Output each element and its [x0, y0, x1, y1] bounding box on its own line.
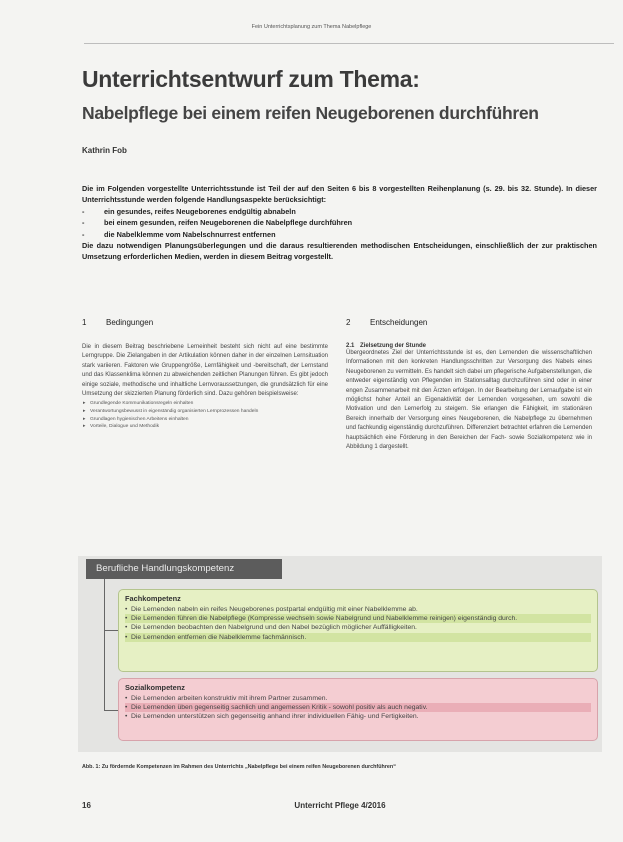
bullet-icon: •	[125, 704, 128, 712]
running-head: Fein Unterrichtsplanung zum Thema Nabelpflege	[251, 24, 372, 30]
arrow-icon: ▸	[83, 409, 86, 415]
section-heading-bedingungen	[82, 318, 328, 327]
sozialkompetenz-list	[125, 694, 591, 722]
list-item-text: Die Lernenden beobachten den Nabelgrund und den Nabel bezüglich möglicher Auffälligkeiten.	[131, 624, 417, 632]
dash-icon: -	[82, 218, 85, 228]
list-item	[125, 703, 591, 712]
dash-icon: -	[82, 206, 85, 216]
list-item-text: Die Lernenden arbeiten konstruktiv mit ihrem Partner zusammen.	[131, 695, 328, 702]
sozialkompetenz-title: Sozialkompetenz	[125, 683, 185, 692]
section-title: Bedingungen	[106, 318, 154, 327]
section-number: 1	[82, 318, 87, 327]
list-item	[125, 633, 591, 642]
list-item	[125, 712, 591, 721]
list-item	[82, 408, 328, 416]
column-left	[82, 318, 328, 431]
intro-list-item	[82, 229, 597, 240]
intro-item-text: die Nabelklemme vom Nabelschnurrest entfernen	[104, 229, 276, 239]
list-item	[82, 400, 328, 408]
figure-label: Berufliche Handlungskompetenz	[86, 559, 282, 579]
figure-caption: Abb. 1: Zu fördernde Kompetenzen im Rahmen des Unterrichts „Nabelpflege bei einem reifen Neugeborenen durchführen“	[82, 764, 396, 770]
intro-item-text: ein gesundes, reifes Neugeborenes endgültig abnabeln	[104, 206, 296, 216]
header-rule	[84, 43, 614, 44]
intro-lead: Die im Folgenden vorgestellte Unterrichtsstunde ist Teil der auf den Seiten 6 bis 8 vorgestellten Reihenplanung (s. 29. bis 32. Stunde). In dieser Unterrichtsstunde werden folgende Handlungsaspekte berücksichtigt:	[82, 184, 597, 205]
list-item-text: Grundlagen hygienischen Arbeitens einhalten	[90, 416, 189, 422]
title-line-2: Nabelpflege bei einem reifen Neugeborenen durchführen	[82, 103, 539, 123]
subsection-number: 2.1	[346, 343, 355, 349]
list-item-text: Die Lernenden üben gegenseitig sachlich und angemessen Kritik - sowohl positiv als auch negativ.	[131, 704, 428, 712]
sozialkompetenz-box	[118, 678, 598, 741]
section-heading-entscheidungen	[346, 318, 592, 327]
section1-text: Die in diesem Beitrag beschriebene Lerneinheit besteht sich nicht auf eine bestimmte Lerngruppe. Die Zielangaben in der Artikulation können daher in der einzelnen Lernsituation stark variieren. Faktoren wie Gruppengröße, Lernfähigkeit und -bereitschaft, der Lernstand und das Klassenklima können zu abweichenden zeitlichen Planungen führen. Es gibt jedoch einige soziale, methodische und inhaltliche Lernvoraussetzungen, die grundsätzlich für eine Umsetzung der skizzierten Planung förderlich sind. Dazu gehören beispielsweise:	[82, 344, 328, 398]
intro-list	[82, 206, 597, 240]
connector-sozial	[104, 710, 118, 711]
list-item-text: Die Lernenden nabeln ein reifes Neugeborenes postpartal endgültig mit einer Nabelklemme ab.	[131, 606, 418, 613]
intro-outro: Die dazu notwendigen Planungsüberlegungen und die daraus resultierenden methodischen Entscheidungen, einschließlich der zur praktischen Umsetzung erforderlichen Medien, werden in diesem Beitrag vorgestellt.	[82, 241, 597, 262]
author: Kathrin Fob	[82, 146, 127, 155]
bullet-icon: •	[125, 606, 128, 613]
intro-item-text: bei einem gesunden, reifen Neugeborenen die Nabelpflege durchführen	[104, 218, 353, 228]
bullet-icon: •	[125, 624, 128, 632]
bullet-icon: •	[125, 713, 128, 721]
list-item-text: Grundlegende Kommunikationsregeln einhalten	[90, 401, 194, 407]
page-number: 16	[82, 801, 91, 810]
connector-vertical	[104, 579, 105, 710]
title-line-1: Unterrichtsentwurf zum Thema:	[82, 66, 420, 92]
intro-list-item	[82, 217, 597, 228]
magazine-issue: Unterricht Pflege 4/2016	[294, 801, 386, 810]
list-item	[125, 623, 591, 632]
fachkompetenz-title: Fachkompetenz	[125, 594, 181, 603]
section2-text: Übergeordnetes Ziel der Unterrichtsstunde ist es, den Lernenden die wissenschaftlichen Informationen mit den konkreten Handlungsschritten zur Versorgung des Nabels eines Neugeborenen zu vermitteln. Es handelt sich dabei um pflegerische Aufgabenstellungen, die entweder eigenständig von Pflegenden im Stationsalltag durchzuführen sind oder in einer engen Zusammenarbeit mit den Ärzten erfolgen. In der Bearbeitung der Lernaufgabe ist ein möglichst hoher Anteil an Eigenaktivität der Lernenden vorgesehen, um sowohl die Motivation und den Lernerfolg zu steigern. Sie erlangen die Fähigkeit, im stationären Bereich innerhalb der Versorgung eines Neugeborenen, die Nabelpflege zu übernehmen und fachkundig eigenständig durchzuführen. Differenziert betrachtet erfahren die Lernenden hauptsächlich eine Förderung in den Bereichen der Fach- sowie Sozialkompetenz wie in Abbildung 1 dargestellt.	[346, 350, 592, 451]
section-number: 2	[346, 318, 351, 327]
section-title: Entscheidungen	[370, 318, 428, 327]
list-item-text: Verantwortungsbewusst in eigenständig organisierten Lernprozessen handeln	[90, 409, 259, 415]
list-item	[125, 694, 591, 703]
bullet-icon: •	[125, 633, 128, 641]
column-right	[346, 318, 592, 452]
list-item	[125, 614, 591, 623]
arrow-icon: ▸	[83, 416, 86, 422]
intro-block	[82, 183, 597, 263]
bullet-icon: •	[125, 695, 128, 702]
prerequisite-list	[82, 400, 328, 430]
dash-icon: -	[82, 229, 85, 239]
list-item	[125, 605, 591, 614]
connector-fach	[104, 630, 118, 631]
fachkompetenz-list	[125, 605, 591, 642]
arrow-icon: ▸	[83, 401, 86, 407]
list-item-text: Die Lernenden entfernen die Nabelklemme fachmännisch.	[131, 633, 307, 641]
list-item	[82, 423, 328, 431]
subsection-title: Zielsetzung der Stunde	[360, 343, 427, 349]
list-item	[82, 416, 328, 424]
bullet-icon: •	[125, 615, 128, 623]
fachkompetenz-box	[118, 589, 598, 672]
list-item-text: Vorteile, Dialogue und Methodik	[90, 424, 160, 430]
list-item-text: Die Lernenden führen die Nabelpflege (Kompresse wechseln sowie Nabelgrund und Nabelklemme reinigen) eigenständig durch.	[131, 615, 518, 623]
intro-list-item	[82, 206, 597, 217]
arrow-icon: ▸	[83, 424, 86, 430]
list-item-text: Die Lernenden unterstützen sich gegenseitig anhand ihrer individuellen Fähig- und Fertigkeiten.	[131, 713, 419, 721]
